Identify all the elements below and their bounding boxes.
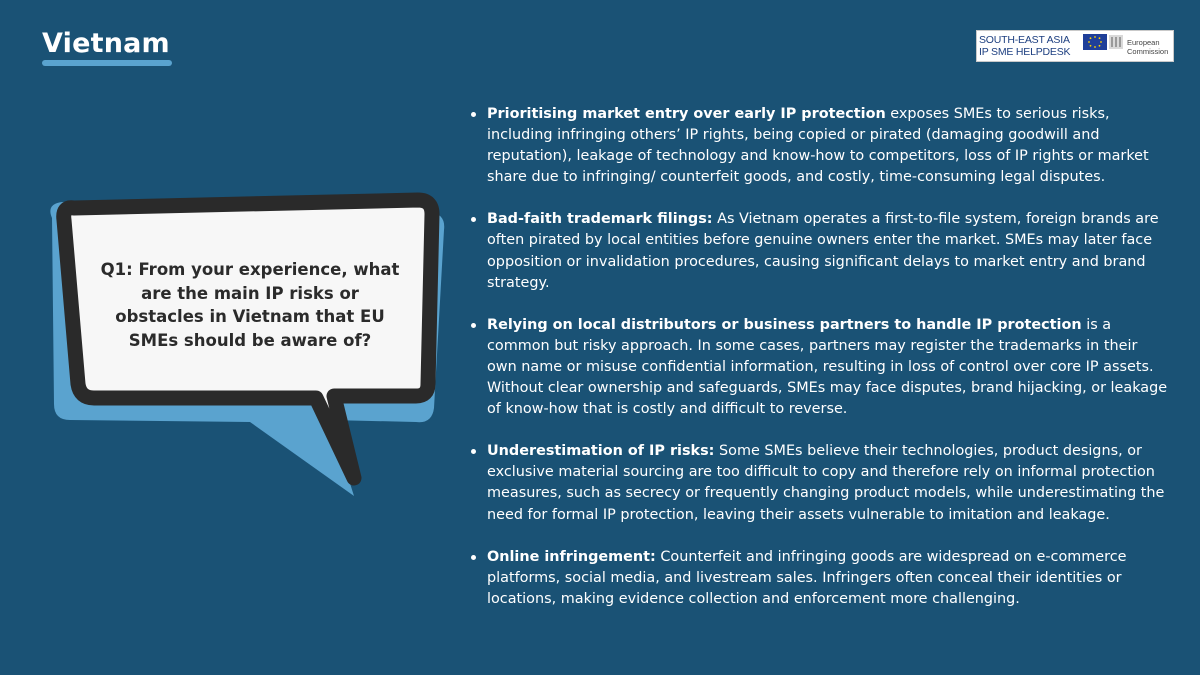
page-title: Vietnam bbox=[42, 28, 170, 59]
eu-flag-icon bbox=[1083, 34, 1123, 58]
bullet-body: Counterfeit and infringing goods are widespread on e-commerce platforms, social media, and livestream sales. Infringers often conceal their identities or locations, making evidence collection and enforcement more challenging. bbox=[487, 548, 1127, 607]
logo-line-1: SOUTH-EAST ASIA bbox=[979, 34, 1070, 46]
bullet-heading: Bad-faith trademark filings: bbox=[487, 211, 713, 228]
bullet-body: As Vietnam operates a first-to-file system, foreign brands are often pirated by local entities before genuine owners enter the market. SMEs may later face opposition or invalidation procedures, causing significant delays to market entry and brand strategy. bbox=[487, 211, 1159, 291]
bullet-list bbox=[468, 104, 1168, 631]
european-commission-label bbox=[1127, 38, 1168, 56]
bullet-heading: Relying on local distributors or business partners to handle IP protection bbox=[487, 316, 1082, 333]
logo-line-2: IP SME HELPDESK bbox=[979, 46, 1071, 58]
ec-line-1: European bbox=[1127, 38, 1160, 47]
bullet-body: Some SMEs believe their technologies, product designs, or exclusive material sourcing are too difficult to copy and therefore rely on informal protection measures, such as secrecy or frequently changing product models, while underestimating the need for formal IP protection, leaving their assets vulnerable to imitation and leakage. bbox=[487, 443, 1165, 523]
bullet-item bbox=[468, 104, 1168, 188]
bullet-heading: Underestimation of IP risks: bbox=[487, 443, 715, 460]
bullet-item bbox=[468, 547, 1168, 610]
bullet-item bbox=[468, 441, 1168, 525]
bullet-body: is a common but risky approach. In some cases, partners may register the trademarks in their own name or misuse confidential information, resulting in loss of control over core IP assets. Without clear ownership and safeguards, SMEs may face disputes, brand hijacking, or leakage of know-how that is costly and difficult to reverse. bbox=[487, 316, 1168, 418]
bullet-heading: Online infringement: bbox=[487, 548, 656, 565]
bullet-item bbox=[468, 209, 1168, 293]
bullet-body: exposes SMEs to serious risks, including infringing others’ IP rights, being copied or pirated (damaging goodwill and reputation), leakage of technology and know-how to competitors, loss of IP rights or market share due to infringing/ counterfeit goods, and costly, time-consuming legal disputes. bbox=[487, 106, 1149, 186]
helpdesk-logo bbox=[976, 30, 1174, 62]
ec-line-2: Commission bbox=[1127, 47, 1169, 56]
bullet-heading: Prioritising market entry over early IP protection bbox=[487, 106, 886, 122]
bullet-item bbox=[468, 315, 1168, 420]
question-text: Q1: From your experience, what are the main IP risks or obstacles in Vietnam that EU SMEs should be aware of? bbox=[100, 260, 400, 350]
